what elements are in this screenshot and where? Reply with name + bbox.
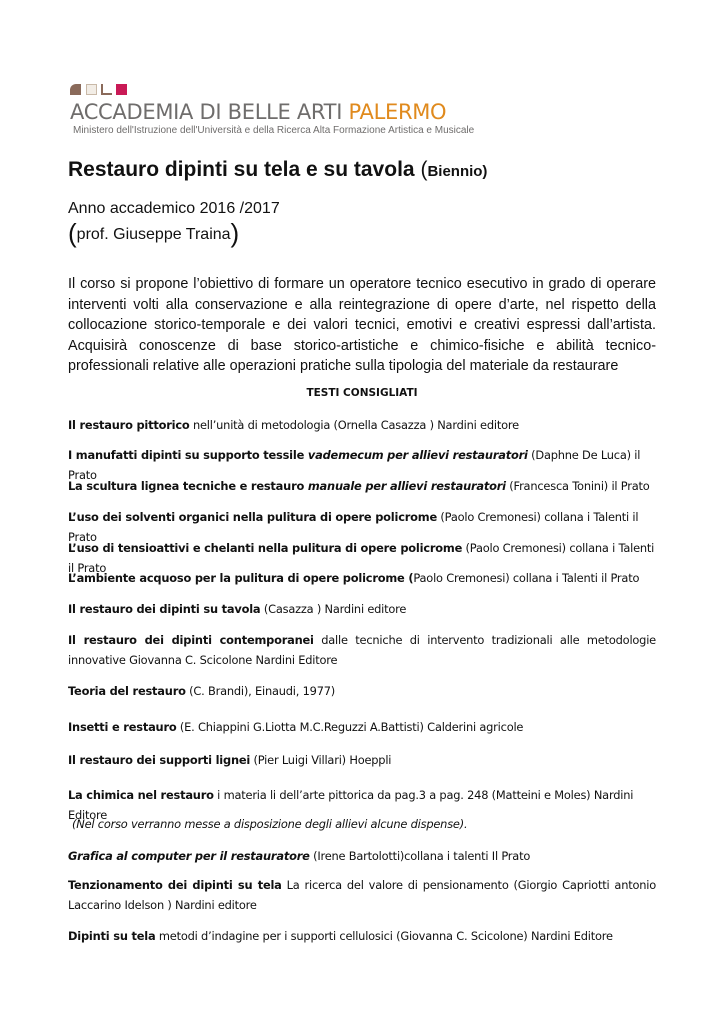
- book-item: Teoria del restauro (C. Brandi), Einaudi, 1977): [68, 684, 336, 698]
- logo-wordmark: ACCADEMIA DI BELLE ARTI PALERMO: [70, 100, 447, 124]
- book-item: Dipinti su tela metodi d’indagine per i supporti cellulosici (Giovanna C. Scicolone) Nardini Editore: [68, 929, 613, 943]
- book-item: I manufatti dipinti su supporto tessile vademecum per allievi restauratori (Daphne De Luca) il Prato: [68, 448, 641, 482]
- title-sub: Biennio): [427, 163, 488, 180]
- professor: (prof. Giuseppe Traina): [68, 218, 240, 248]
- academy-logo: [70, 84, 475, 144]
- course-description: Il corso si propone l’obiettivo di formare un operatore tecnico esecutivo in grado di operare interventi volti alla conservazione e alla reintegrazione di opere d’arte, nel rispetto della collocazione storico-temporale e dei valori tecnici, emotivi e creativi espressi dall’artista. Acquisirà conoscenze di base storico-artistiche e chimico-fisiche e abilità tecnico-professionali relative alle operazioni pratiche sulla tipologia del materiale da restaurare: [68, 276, 656, 375]
- logo-square-brown: [70, 84, 81, 95]
- book-item: Insetti e restauro (E. Chiappini G.Liotta M.C.Reguzzi A.Battisti) Calderini agricole: [68, 720, 524, 734]
- book-item: La scultura lignea tecniche e restauro manuale per allievi restauratori (Francesca Tonini) il Prato: [68, 479, 650, 493]
- logo-square-cream: [86, 84, 97, 95]
- book-item: Grafica al computer per il restauratore (Irene Bartolotti)collana i talenti Il Prato: [68, 849, 531, 863]
- logo-accent: PALERMO: [348, 100, 447, 124]
- book-item: Tenzionamento dei dipinti su tela La ricerca del valore di pensionamento (Giorgio Capriotti antonio Laccarino Idelson ) Nardini editore: [68, 878, 656, 912]
- page-title: Restauro dipinti su tela e su tavola (Biennio): [68, 158, 488, 181]
- section-title: TESTI CONSIGLIATI: [306, 387, 418, 399]
- logo-subtitle: Ministero dell'Istruzione dell'Università e della Ricerca Alta Formazione Artistica e Musicale: [73, 125, 475, 136]
- logo-square-magenta: [116, 84, 127, 95]
- academic-year: Anno accademico 2016 /2017: [68, 200, 280, 217]
- course-note: (Nel corso verranno messe a disposizione degli allievi alcune dispense).: [72, 817, 468, 831]
- book-item: L’uso di tensioattivi e chelanti nella pulitura di opere policrome (Paolo Cremonesi) collana i Talenti il Prato: [68, 541, 655, 575]
- book-item: Il restauro dei dipinti contemporanei dalle tecniche di intervento tradizionali alle metodologie innovative Giovanna C. Scicolone Nardini Editore: [68, 633, 656, 667]
- book-item: L’ambiente acquoso per la pulitura di opere policrome (Paolo Cremonesi) collana i Talenti il Prato: [68, 571, 640, 585]
- book-item: Il restauro dei supporti lignei (Pier Luigi Villari) Hoeppli: [68, 753, 392, 767]
- book-item: La chimica nel restauro i materia li dell’arte pittorica da pag.3 a pag. 248 (Matteini e Moles) Nardini Editore: [68, 788, 634, 822]
- book-item: Il restauro pittorico nell’unità di metodologia (Ornella Casazza ) Nardini editore: [68, 418, 519, 432]
- logo-square-outline: [101, 84, 112, 95]
- book-item: L’uso dei solventi organici nella pulitura di opere policrome (Paolo Cremonesi) collana i Talenti il Prato: [68, 510, 639, 544]
- book-item: Il restauro dei dipinti su tavola (Casazza ) Nardini editore: [68, 602, 407, 616]
